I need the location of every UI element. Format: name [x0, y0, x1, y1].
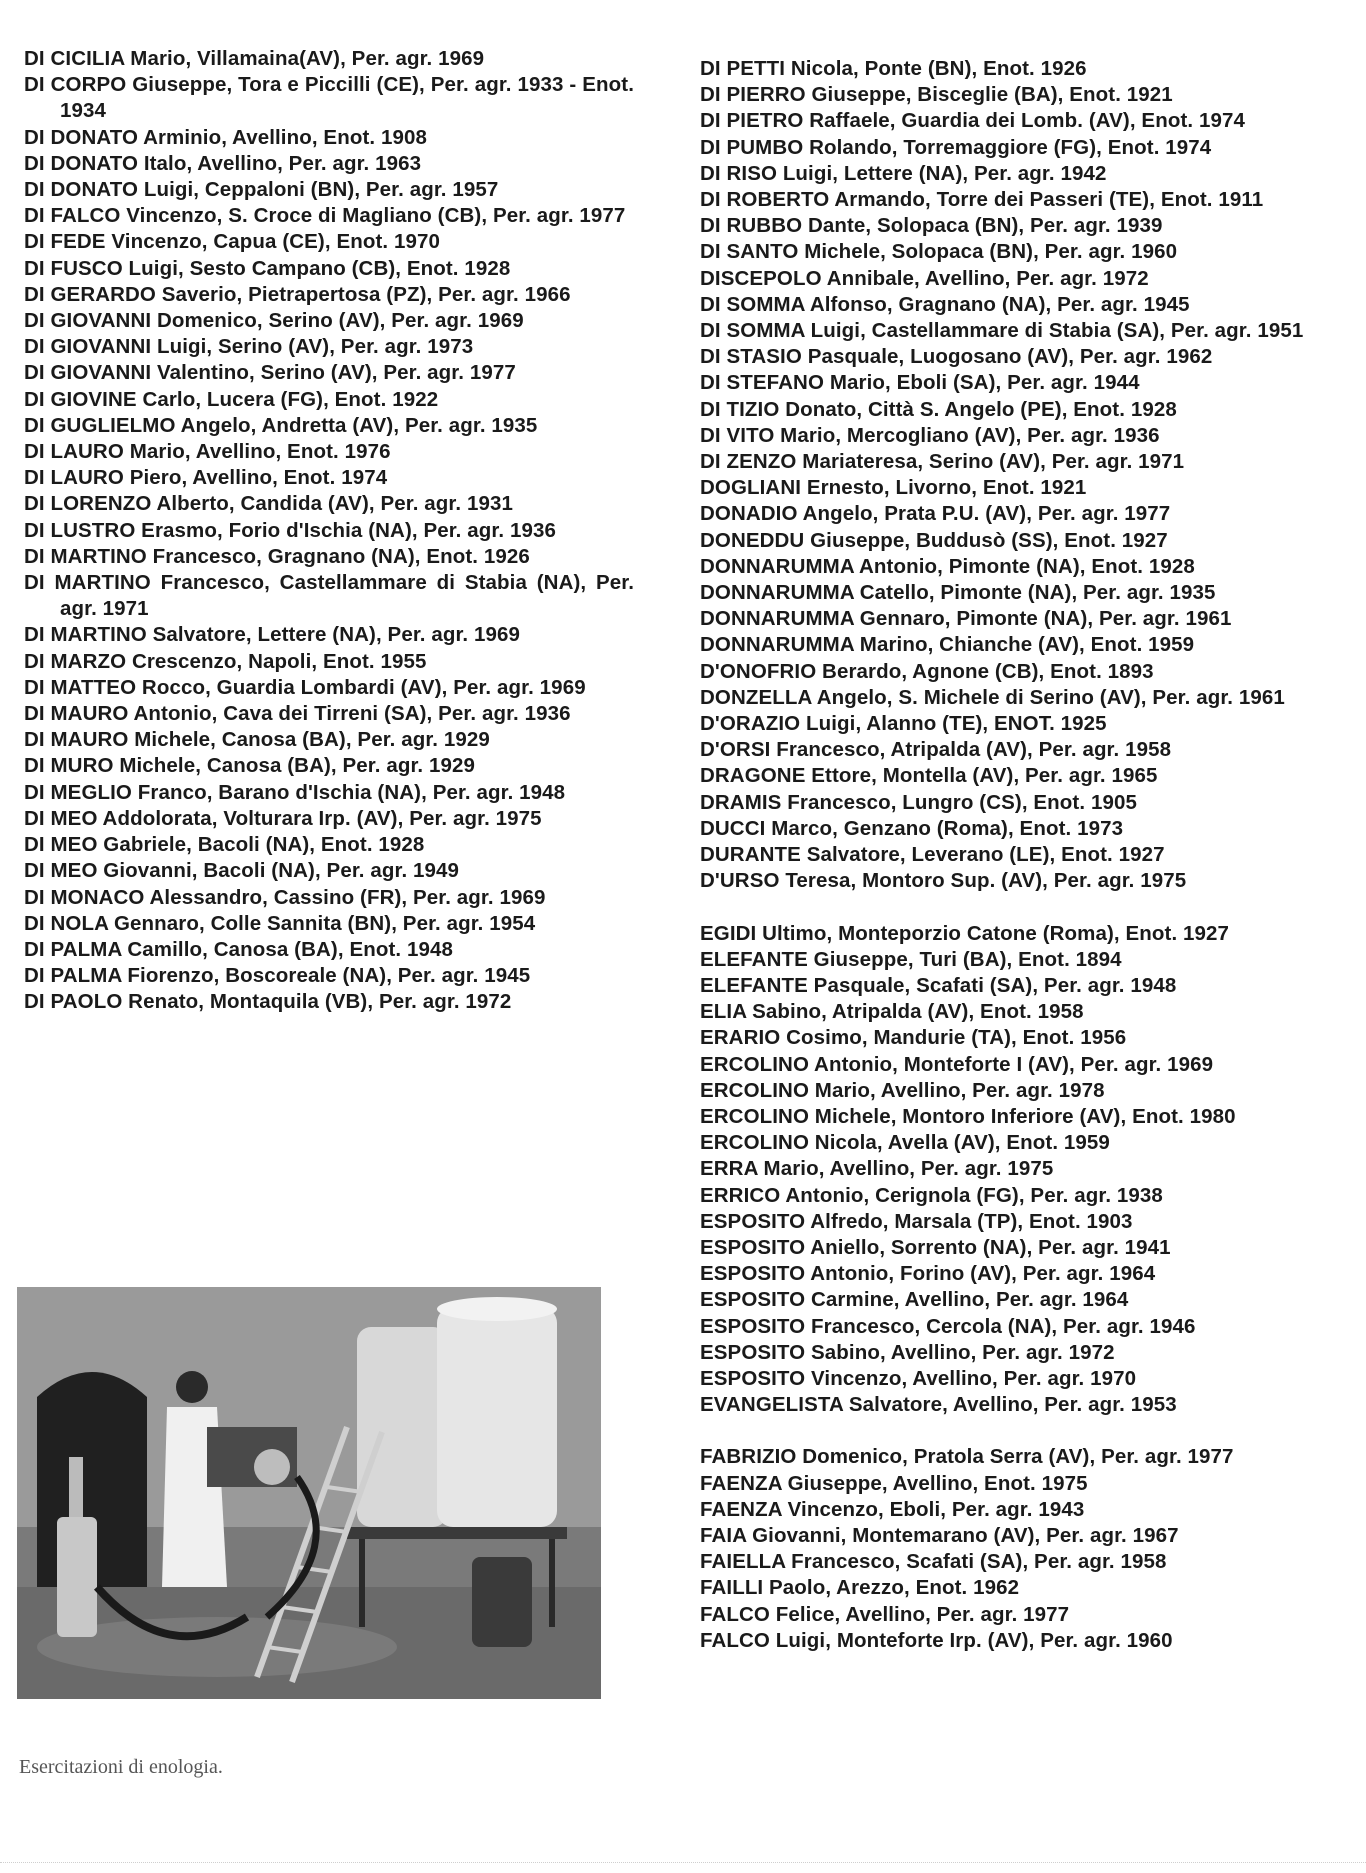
surname: DI GERARDO [24, 282, 156, 306]
list-item [24, 885, 634, 911]
list-item [700, 501, 1320, 527]
entry-details: Giovanni, Montemarano (AV), Per. agr. 1967 [752, 1523, 1179, 1547]
surname: ESPOSITO [700, 1288, 806, 1312]
surname: DONNARUMMA [700, 554, 854, 578]
entry-details: Antonio, Monteforte I (AV), Per. agr. 1969 [814, 1052, 1214, 1076]
list-item [700, 528, 1320, 554]
list-item [700, 921, 1320, 947]
entry-details: Marino, Chianche (AV), Enot. 1959 [859, 633, 1195, 657]
surname: ELEFANTE [700, 947, 808, 971]
list-item [700, 423, 1320, 449]
surname: ERCOLINO [700, 1078, 809, 1102]
list-item [24, 256, 634, 282]
entry-details: Annibale, Avellino, Per. agr. 1972 [826, 266, 1149, 290]
entry-details: Domenico, Serino (AV), Per. agr. 1969 [156, 309, 524, 333]
list-item [24, 963, 634, 989]
surname: ERARIO [700, 1026, 781, 1050]
entry-details: Francesco, Scafati (SA), Per. agr. 1958 [791, 1550, 1167, 1574]
list-item [700, 816, 1320, 842]
surname: DI LUSTRO [24, 518, 136, 542]
surname: DI GIOVINE [24, 387, 137, 411]
list-item [24, 229, 634, 255]
list-item [700, 868, 1320, 894]
surname: DI FUSCO [24, 256, 123, 280]
list-item [24, 570, 634, 622]
list-item [700, 1602, 1320, 1628]
list-item [24, 439, 634, 465]
list-item [700, 1392, 1320, 1418]
list-item [24, 46, 634, 72]
page-bottom-rule [0, 1862, 1366, 1863]
list-item [700, 790, 1320, 816]
entry-details: Cosimo, Mandurie (TA), Enot. 1956 [786, 1026, 1127, 1050]
surname: DI GIOVANNI [24, 309, 152, 333]
list-item [700, 685, 1320, 711]
list-item [700, 606, 1320, 632]
surname: DI GIOVANNI [24, 361, 152, 385]
list-item [24, 832, 634, 858]
list-item [700, 1261, 1320, 1287]
entry-details: Teresa, Montoro Sup. (AV), Per. agr. 1975 [785, 869, 1187, 893]
photo-illustration [17, 1287, 601, 1699]
list-item [24, 753, 634, 779]
entry-details: Pasquale, Luogosano (AV), Per. agr. 1962 [807, 345, 1213, 369]
surname: DI DONATO [24, 178, 139, 202]
entry-details: Francesco, Atripalda (AV), Per. agr. 1958 [776, 738, 1172, 762]
surname: ELIA [700, 1000, 747, 1024]
entry-details: Armando, Torre dei Passeri (TE), Enot. 1911 [834, 188, 1264, 212]
list-item [24, 177, 634, 203]
surname: DI DONATO [24, 125, 139, 149]
list-item [700, 1523, 1320, 1549]
surname: EGIDI [700, 921, 757, 945]
entry-details: Giuseppe, Bisceglie (BA), Enot. 1921 [811, 83, 1173, 107]
list-item [700, 1340, 1320, 1366]
surname: DI GUGLIELMO [24, 413, 176, 437]
list-item [700, 318, 1320, 344]
list-item [24, 937, 634, 963]
list-item [24, 125, 634, 151]
entry-details: Vincenzo, S. Croce di Magliano (CB), Per. agr. 1977 [126, 204, 626, 228]
entry-details: Antonio, Forino (AV), Per. agr. 1964 [810, 1262, 1156, 1286]
entry-details: Ernesto, Livorno, Enot. 1921 [806, 476, 1087, 500]
list-item [24, 151, 634, 177]
list-item [24, 282, 634, 308]
surname: FAENZA [700, 1497, 782, 1521]
list-item [700, 1025, 1320, 1051]
entry-details: Piero, Avellino, Enot. 1974 [129, 466, 388, 490]
list-item [700, 1104, 1320, 1130]
surname: D'ONOFRIO [700, 659, 817, 683]
surname: DI MARTINO [24, 571, 151, 595]
entry-details: Domenico, Pratola Serra (AV), Per. agr. 1977 [802, 1445, 1234, 1469]
entry-details: Vincenzo, Avellino, Per. agr. 1970 [811, 1366, 1137, 1390]
surname: DI FALCO [24, 204, 121, 228]
entry-details: Mariateresa, Serino (AV), Per. agr. 1971 [802, 450, 1185, 474]
surname: DI MONACO [24, 885, 145, 909]
entry-details: Luigi, Monteforte Irp. (AV), Per. agr. 1960 [775, 1628, 1173, 1652]
surname: DI NOLA [24, 911, 109, 935]
surname: DISCEPOLO [700, 266, 822, 290]
surname: DI MARTINO [24, 544, 147, 568]
section-gap [700, 1418, 1320, 1444]
entry-details: Aniello, Sorrento (NA), Per. agr. 1941 [810, 1235, 1171, 1259]
entry-details: Luigi, Lettere (NA), Per. agr. 1942 [782, 161, 1107, 185]
entry-details: Angelo, Andretta (AV), Per. agr. 1935 [180, 413, 538, 437]
surname: DI STASIO [700, 345, 802, 369]
entry-details: Nicola, Avella (AV), Enot. 1959 [814, 1131, 1110, 1155]
surname: ERRA [700, 1157, 758, 1181]
surname: ERCOLINO [700, 1104, 809, 1128]
surname: DI CORPO [24, 73, 127, 97]
list-item [700, 292, 1320, 318]
entry-details: Berardo, Agnone (CB), Enot. 1893 [822, 659, 1154, 683]
surname: DI MEO [24, 806, 98, 830]
surname: ERCOLINO [700, 1131, 809, 1155]
list-item [700, 82, 1320, 108]
surname: DI MURO [24, 754, 114, 778]
section-gap [700, 895, 1320, 921]
surname: DI PAOLO [24, 990, 123, 1014]
entry-details: Dante, Solopaca (BN), Per. agr. 1939 [807, 214, 1163, 238]
list-item [24, 780, 634, 806]
list-item [700, 1209, 1320, 1235]
surname: FAENZA [700, 1471, 782, 1495]
surname: ESPOSITO [700, 1340, 806, 1364]
left-column [24, 46, 634, 1016]
list-item [700, 659, 1320, 685]
entry-details: Mario, Avellino, Enot. 1976 [129, 440, 391, 464]
surname: DI ZENZO [700, 450, 797, 474]
list-item [24, 649, 634, 675]
surname: DONEDDU [700, 528, 805, 552]
surname: DI LORENZO [24, 492, 152, 516]
list-item [700, 632, 1320, 658]
entry-details: Pasquale, Scafati (SA), Per. agr. 1948 [813, 973, 1177, 997]
entry-details: Luigi, Sesto Campano (CB), Enot. 1928 [128, 256, 511, 280]
surname: FAIA [700, 1523, 747, 1547]
entry-details: Felice, Avellino, Per. agr. 1977 [775, 1602, 1070, 1626]
list-item [700, 554, 1320, 580]
entry-details: Camillo, Canosa (BA), Enot. 1948 [127, 937, 453, 961]
surname: ELEFANTE [700, 973, 808, 997]
list-item [700, 1471, 1320, 1497]
list-item [700, 1628, 1320, 1654]
entry-details: Salvatore, Lettere (NA), Per. agr. 1969 [152, 623, 521, 647]
surname: DI MARTINO [24, 623, 147, 647]
list-item [700, 973, 1320, 999]
surname: DONADIO [700, 502, 798, 526]
surname: EVANGELISTA [700, 1393, 844, 1417]
surname: DI PIETRO [700, 109, 804, 133]
photo-caption: Esercitazioni di enologia. [19, 1756, 223, 1778]
entry-details: Luigi, Alanno (TE), ENOT. 1925 [806, 712, 1107, 736]
list-item [24, 622, 634, 648]
surname: DONNARUMMA [700, 607, 854, 631]
list-item [700, 1130, 1320, 1156]
entry-details: Mario, Mercogliano (AV), Per. agr. 1936 [780, 423, 1160, 447]
entry-details: Luigi, Ceppaloni (BN), Per. agr. 1957 [143, 178, 499, 202]
surname: DI MATTEO [24, 675, 137, 699]
list-item [700, 1235, 1320, 1261]
list-item [700, 475, 1320, 501]
list-item [700, 1549, 1320, 1575]
entry-details: Addolorata, Volturara Irp. (AV), Per. agr. 1975 [102, 806, 542, 830]
surname: DOGLIANI [700, 476, 802, 500]
surname: FALCO [700, 1628, 770, 1652]
list-item [700, 763, 1320, 789]
entry-details: Raffaele, Guardia dei Lomb. (AV), Enot. 1974 [809, 109, 1245, 133]
entry-details: Giuseppe, Tora e Piccilli (CE), Per. agr. 1933 - Enot. 1934 [60, 73, 635, 123]
entry-details: Saverio, Pietrapertosa (PZ), Per. agr. 1966 [161, 282, 571, 306]
list-item [700, 1183, 1320, 1209]
entry-details: Luigi, Castellammare di Stabia (SA), Per. agr. 1951 [810, 319, 1304, 343]
list-item [700, 1156, 1320, 1182]
entry-details: Giuseppe, Buddusò (SS), Enot. 1927 [810, 528, 1168, 552]
list-item [24, 491, 634, 517]
entry-details: Vincenzo, Capua (CE), Enot. 1970 [111, 230, 440, 254]
list-item [700, 239, 1320, 265]
surname: ERCOLINO [700, 1052, 809, 1076]
entry-details: Paolo, Arezzo, Enot. 1962 [769, 1576, 1020, 1600]
entry-details: Rolando, Torremaggiore (FG), Enot. 1974 [809, 135, 1212, 159]
entry-details: Vincenzo, Eboli, Per. agr. 1943 [787, 1497, 1085, 1521]
laboratory-photo [17, 1287, 601, 1699]
entry-details: Italo, Avellino, Per. agr. 1963 [143, 151, 422, 175]
list-item [700, 187, 1320, 213]
list-item [24, 701, 634, 727]
entry-details: Arminio, Avellino, Enot. 1908 [143, 125, 427, 149]
list-item [700, 56, 1320, 82]
entry-details: Michele, Canosa (BA), Per. agr. 1929 [119, 754, 475, 778]
entry-details: Michele, Solopaca (BN), Per. agr. 1960 [804, 240, 1178, 264]
surname: DI LAURO [24, 466, 124, 490]
list-item [24, 544, 634, 570]
surname: DI LAURO [24, 440, 124, 464]
surname: ERRICO [700, 1183, 781, 1207]
entry-details: Ettore, Montella (AV), Per. agr. 1965 [811, 764, 1158, 788]
entry-details: Franco, Barano d'Ischia (NA), Per. agr. 1948 [137, 780, 566, 804]
surname: ESPOSITO [700, 1209, 806, 1233]
surname: DI MEGLIO [24, 780, 132, 804]
surname: DI PUMBO [700, 135, 804, 159]
entry-details: Renato, Montaquila (VB), Per. agr. 1972 [128, 990, 512, 1014]
list-item [700, 947, 1320, 973]
list-item [700, 266, 1320, 292]
entry-details: Michele, Canosa (BA), Per. agr. 1929 [134, 728, 490, 752]
list-item [700, 135, 1320, 161]
surname: DI SOMMA [700, 319, 805, 343]
entry-details: Francesco, Castellammare di Stabia (NA), Per. agr. 1971 [60, 571, 634, 621]
entry-details: Michele, Montoro Inferiore (AV), Enot. 1980 [814, 1104, 1236, 1128]
list-item [700, 1078, 1320, 1104]
list-item [700, 1575, 1320, 1601]
list-item [700, 161, 1320, 187]
entry-details: Sabino, Avellino, Per. agr. 1972 [811, 1340, 1115, 1364]
list-item [24, 727, 634, 753]
list-item [700, 344, 1320, 370]
surname: DI MAURO [24, 728, 129, 752]
surname: DI CICILIA [24, 47, 125, 70]
list-item [700, 370, 1320, 396]
entry-details: Catello, Pimonte (NA), Per. agr. 1935 [859, 581, 1216, 605]
surname: D'ORSI [700, 738, 771, 762]
surname: DI MEO [24, 833, 98, 857]
surname: DI PALMA [24, 937, 122, 961]
surname: DI ROBERTO [700, 188, 830, 212]
list-item [24, 413, 634, 439]
entry-details: Angelo, S. Michele di Serino (AV), Per. agr. 1961 [816, 685, 1285, 709]
surname: DI SANTO [700, 240, 799, 264]
surname: DI TIZIO [700, 397, 780, 421]
list-item [700, 711, 1320, 737]
surname: DI FEDE [24, 230, 106, 254]
surname: DRAGONE [700, 764, 806, 788]
surname: ESPOSITO [700, 1235, 806, 1259]
entry-details: Donato, Città S. Angelo (PE), Enot. 1928 [785, 397, 1177, 421]
entry-details: Gabriele, Bacoli (NA), Enot. 1928 [103, 833, 425, 857]
list-item [24, 465, 634, 491]
surname: DURANTE [700, 843, 801, 867]
surname: DI RUBBO [700, 214, 803, 238]
entry-details: Mario, Avellino, Per. agr. 1975 [763, 1157, 1054, 1181]
entry-details: Alfredo, Marsala (TP), Enot. 1903 [810, 1209, 1133, 1233]
surname: DI MEO [24, 859, 98, 883]
entry-details: Francesco, Lungro (CS), Enot. 1905 [787, 790, 1137, 814]
list-item [700, 580, 1320, 606]
surname: DONNARUMMA [700, 633, 854, 657]
list-item [24, 203, 634, 229]
entry-details: Gennaro, Colle Sannita (BN), Per. agr. 1954 [114, 911, 536, 935]
surname: DRAMIS [700, 790, 782, 814]
surname: FAILLI [700, 1576, 764, 1600]
surname: DI MARZO [24, 649, 127, 673]
entry-details: Mario, Avellino, Per. agr. 1978 [814, 1078, 1105, 1102]
list-item [24, 518, 634, 544]
entry-details: Ultimo, Monteporzio Catone (Roma), Enot. 1927 [762, 921, 1230, 945]
entry-details: Salvatore, Leverano (LE), Enot. 1927 [806, 843, 1165, 867]
list-item [700, 1287, 1320, 1313]
surname: DI SOMMA [700, 292, 805, 316]
entry-details: Luigi, Serino (AV), Per. agr. 1973 [156, 335, 474, 359]
list-item [700, 1314, 1320, 1340]
surname: DI STEFANO [700, 371, 825, 395]
entry-details: Angelo, Prata P.U. (AV), Per. agr. 1977 [802, 502, 1171, 526]
surname: ESPOSITO [700, 1366, 806, 1390]
list-item [24, 360, 634, 386]
surname: DI PALMA [24, 964, 122, 988]
surname: FAIELLA [700, 1550, 786, 1574]
surname: DI VITO [700, 423, 775, 447]
entry-details: Alberto, Candida (AV), Per. agr. 1931 [156, 492, 513, 516]
list-item [700, 999, 1320, 1025]
entry-details: Mario, Eboli (SA), Per. agr. 1944 [829, 371, 1140, 395]
surname: D'URSO [700, 869, 780, 893]
list-item [24, 858, 634, 884]
entry-details: Giuseppe, Turi (BA), Enot. 1894 [813, 947, 1122, 971]
surname: DI RISO [700, 161, 778, 185]
entry-details: Nicola, Ponte (BN), Enot. 1926 [790, 57, 1087, 80]
surname: DI PETTI [700, 57, 786, 80]
entry-details: Antonio, Pimonte (NA), Enot. 1928 [859, 554, 1195, 578]
surname: DI GIOVANNI [24, 335, 152, 359]
list-item [24, 308, 634, 334]
list-item [700, 1366, 1320, 1392]
list-item [24, 675, 634, 701]
entry-details: Antonio, Cava dei Tirreni (SA), Per. agr. 1936 [133, 702, 571, 726]
entry-details: Fiorenzo, Boscoreale (NA), Per. agr. 1945 [127, 964, 531, 988]
entry-details: Erasmo, Forio d'Ischia (NA), Per. agr. 1936 [141, 518, 556, 542]
surname: FABRIZIO [700, 1445, 797, 1469]
surname: D'ORAZIO [700, 712, 801, 736]
entry-details: Valentino, Serino (AV), Per. agr. 1977 [156, 361, 516, 385]
list-item [700, 1497, 1320, 1523]
surname: DONNARUMMA [700, 581, 854, 605]
list-item [24, 806, 634, 832]
entry-details: Marco, Genzano (Roma), Enot. 1973 [771, 816, 1124, 840]
entry-details: Carmine, Avellino, Per. agr. 1964 [811, 1288, 1129, 1312]
surname: DONZELLA [700, 685, 812, 709]
list-item [24, 989, 634, 1015]
surname: DUCCI [700, 816, 766, 840]
entry-details: Salvatore, Avellino, Per. agr. 1953 [848, 1393, 1177, 1417]
entry-details: Alessandro, Cassino (FR), Per. agr. 1969 [149, 885, 546, 909]
surname: FALCO [700, 1602, 770, 1626]
entry-details: Francesco, Gragnano (NA), Enot. 1926 [152, 544, 530, 568]
surname: ESPOSITO [700, 1262, 806, 1286]
list-item [24, 911, 634, 937]
entry-details: Giovanni, Bacoli (NA), Per. agr. 1949 [103, 859, 460, 883]
entry-details: Alfonso, Gragnano (NA), Per. agr. 1945 [809, 292, 1190, 316]
entry-details: Carlo, Lucera (FG), Enot. 1922 [142, 387, 439, 411]
entry-details: Gennaro, Pimonte (NA), Per. agr. 1961 [859, 607, 1232, 631]
list-item [700, 737, 1320, 763]
surname: DI MAURO [24, 702, 129, 726]
entry-details: Sabino, Atripalda (AV), Enot. 1958 [752, 1000, 1084, 1024]
list-item [24, 387, 634, 413]
list-item [700, 397, 1320, 423]
entry-details: Crescenzo, Napoli, Enot. 1955 [131, 649, 427, 673]
surname: DI PIERRO [700, 83, 806, 107]
list-item [700, 213, 1320, 239]
list-item [700, 449, 1320, 475]
entry-details: Giuseppe, Avellino, Enot. 1975 [787, 1471, 1088, 1495]
list-item [700, 1444, 1320, 1470]
entry-details: Rocco, Guardia Lombardi (AV), Per. agr. 1969 [141, 675, 586, 699]
list-item [700, 108, 1320, 134]
surname: ESPOSITO [700, 1314, 806, 1338]
entry-details: Mario, Villamaina(AV), Per. agr. 1969 [130, 47, 485, 70]
list-item [24, 334, 634, 360]
list-item [700, 842, 1320, 868]
surname: DI DONATO [24, 151, 139, 175]
entry-details: Francesco, Cercola (NA), Per. agr. 1946 [811, 1314, 1196, 1338]
right-column [700, 56, 1320, 1654]
entry-details: Antonio, Cerignola (FG), Per. agr. 1938 [785, 1183, 1163, 1207]
list-item [24, 72, 634, 124]
list-item [700, 1052, 1320, 1078]
